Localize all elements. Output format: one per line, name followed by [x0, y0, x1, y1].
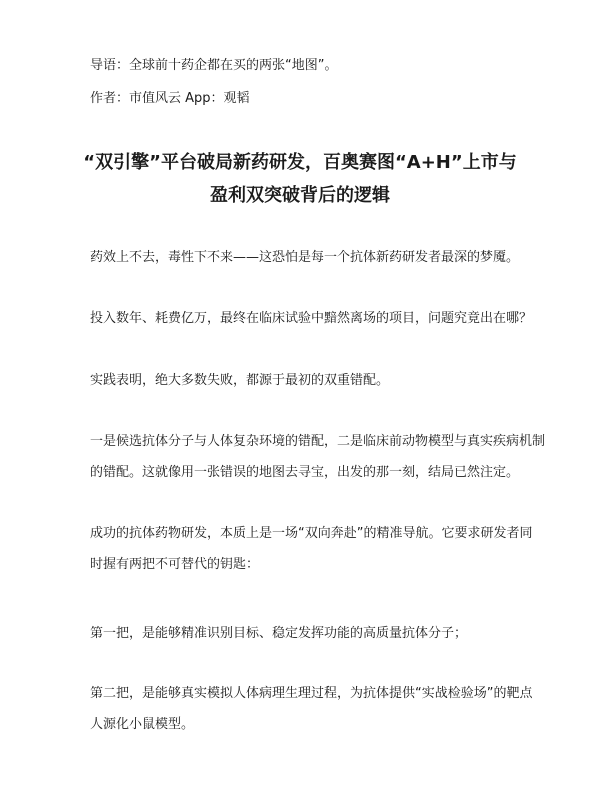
paragraph-line: 第一把，是能够精准识别目标、稳定发挥功能的高质量抗体分子；: [90, 626, 468, 641]
paragraph: [90, 303, 533, 334]
paragraph-line: 投入数年、耗费亿万，最终在临床试验中黯然离场的项目，问题究竟出在哪？: [90, 311, 533, 326]
paragraph-line: 成功的抗体药物研发，本质上是一场“双向奔赴”的精准导航。它要求研发者同: [90, 526, 533, 541]
paragraph-line: 药效上不去，毒性下不来——这恐怕是每一个抗体新药研发者最深的梦魇。: [90, 250, 520, 265]
title-line: 盈利双突破背后的逻辑: [210, 185, 390, 206]
paragraph: [90, 365, 520, 396]
paragraph-line: 第二把，是能够真实模拟人体病理生理过程，为抗体提供“实战检验场”的靶点: [90, 686, 533, 701]
paragraph: [90, 426, 546, 488]
paragraph-line: 时握有两把不可替代的钥匙：: [90, 557, 260, 572]
author-byline: 作者：市值风云 App：观韬: [90, 91, 250, 106]
article-title: [60, 146, 540, 212]
title-line: “双引擎”平台破局新药研发，百奥赛图“A+H”上市与: [83, 152, 517, 173]
paragraph: [90, 518, 533, 580]
paragraph-line: 实践表明，绝大多数失败，都源于最初的双重错配。: [90, 373, 390, 388]
paragraph-line: 的错配。这就像用一张错误的地图去寻宝，出发的那一刻，结局已然注定。: [90, 465, 520, 480]
paragraph: [90, 678, 533, 740]
paragraph-line: 一是候选抗体分子与人体复杂环境的错配，二是临床前动物模型与真实疾病机制: [90, 434, 546, 449]
paragraph: [90, 242, 520, 273]
paragraph: [90, 618, 520, 649]
lead-text: 导语：全球前十药企都在买的两张“地图”。: [90, 58, 338, 73]
paragraph-line: 人源化小鼠模型。: [90, 717, 195, 732]
